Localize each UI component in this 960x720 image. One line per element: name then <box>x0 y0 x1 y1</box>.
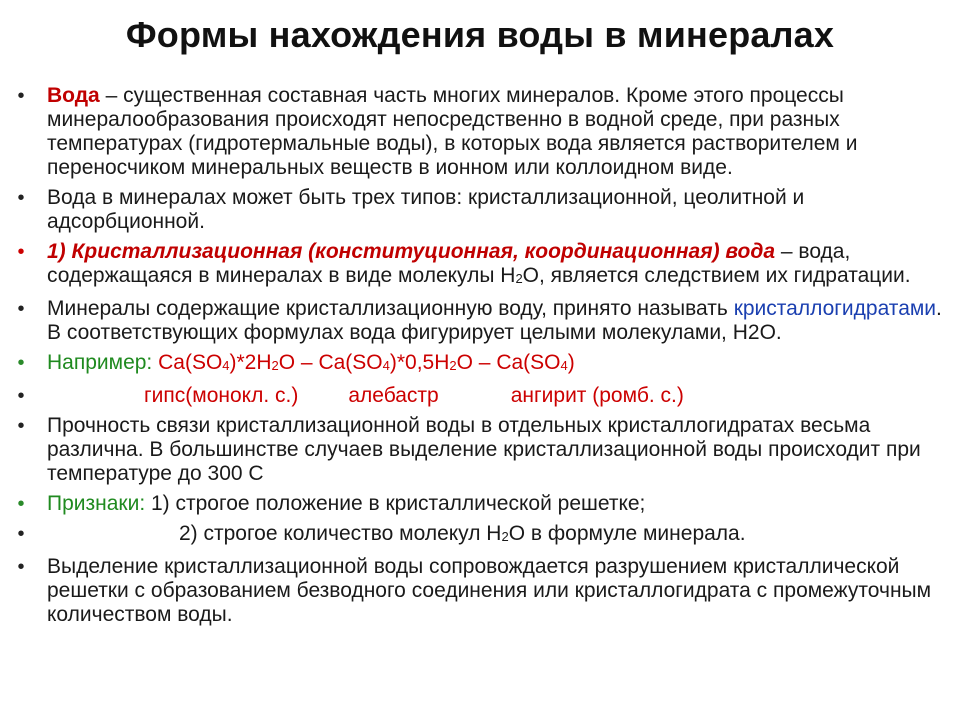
bullet-icon: • <box>17 385 25 407</box>
slide-title: Формы нахождения воды в минералах <box>125 14 835 55</box>
subscript: 2 <box>501 529 509 544</box>
bullet-icon: • <box>17 241 25 263</box>
bullet-icon: • <box>17 85 25 107</box>
paragraph-text: – вода, содержащаяся в минералах в виде молекулы Н <box>47 240 851 287</box>
formula-text: $Ca(SO_4)*2H_2O - Ca(SO_4)*0,5H_2O - Ca(SO_4)$ <box>152 351 575 374</box>
paragraph-text: . В соответствующих формулах вода фигурирует целыми молекулами, Н2О. <box>47 297 942 344</box>
paragraph-text: 1) строгое положение в кристаллической решетке; <box>145 492 646 515</box>
list-item <box>14 384 944 408</box>
bullet-icon: • <box>17 352 25 374</box>
paragraph-text: О в формуле минерала. <box>508 522 746 545</box>
mineral-name-gypsum: гипс(монокл. с.) <box>144 384 299 407</box>
bullet-icon: • <box>17 187 25 209</box>
bullet-icon: • <box>17 415 25 437</box>
paragraph-text: О, является следствием их гидратации. <box>522 264 911 287</box>
example-label: Например: <box>47 351 153 374</box>
bullet-icon: • <box>17 523 25 545</box>
paragraph-text: Минералы содержащие кристаллизационную воду, принято называть <box>47 297 734 320</box>
paragraph-text: Вода в минералах может быть трех типов: кристаллизационной, цеолитной и адсорбционной. <box>47 186 805 233</box>
list-item <box>14 186 944 234</box>
list-item <box>14 492 944 516</box>
paragraph-text: – существенная составная часть многих минералов. Кроме этого процессы минералообразования происходят непосредственно в водной среде, при разных температурах (гидротермальные воды), в которых вода является растворителем и переносчиком минеральных веществ в ионном или коллоидном виде. <box>47 84 858 179</box>
list-item <box>14 297 944 345</box>
mineral-name-alabaster: алебастр <box>348 384 439 407</box>
list-item <box>14 555 944 627</box>
paragraph-text: 2) строгое количество молекул Н <box>179 522 502 545</box>
mineral-name-anhydrite: ангирит (ромб. с.) <box>510 384 684 407</box>
signs-label: Признаки: <box>47 492 146 515</box>
list-item <box>14 522 944 549</box>
bullet-icon: • <box>17 298 25 320</box>
term-water: Вода <box>47 84 100 107</box>
paragraph-text: Выделение кристаллизационной воды сопровождается разрушением кристаллической решетки с образованием безводного соединения или кристаллогидрата с промежуточным количеством воды. <box>47 555 932 626</box>
paragraph-text: Прочность связи кристаллизационной воды в отдельных кристаллогидратах весьма различна. В большинстве случаев выделение кристаллизационной воды происходит при температуре до 300 С <box>47 414 921 485</box>
term-crystallization-water: 1) Кристаллизационная (конституционная, координационная) вода <box>47 240 776 263</box>
list-item <box>14 84 944 180</box>
bullet-icon: • <box>17 556 25 578</box>
list-item <box>14 351 944 378</box>
list-item <box>14 414 944 486</box>
subscript: 2 <box>515 271 523 286</box>
bullet-list <box>14 84 944 633</box>
term-crystallohydrates: кристаллогидратами <box>733 297 937 320</box>
bullet-icon: • <box>17 493 25 515</box>
list-item <box>14 240 944 291</box>
